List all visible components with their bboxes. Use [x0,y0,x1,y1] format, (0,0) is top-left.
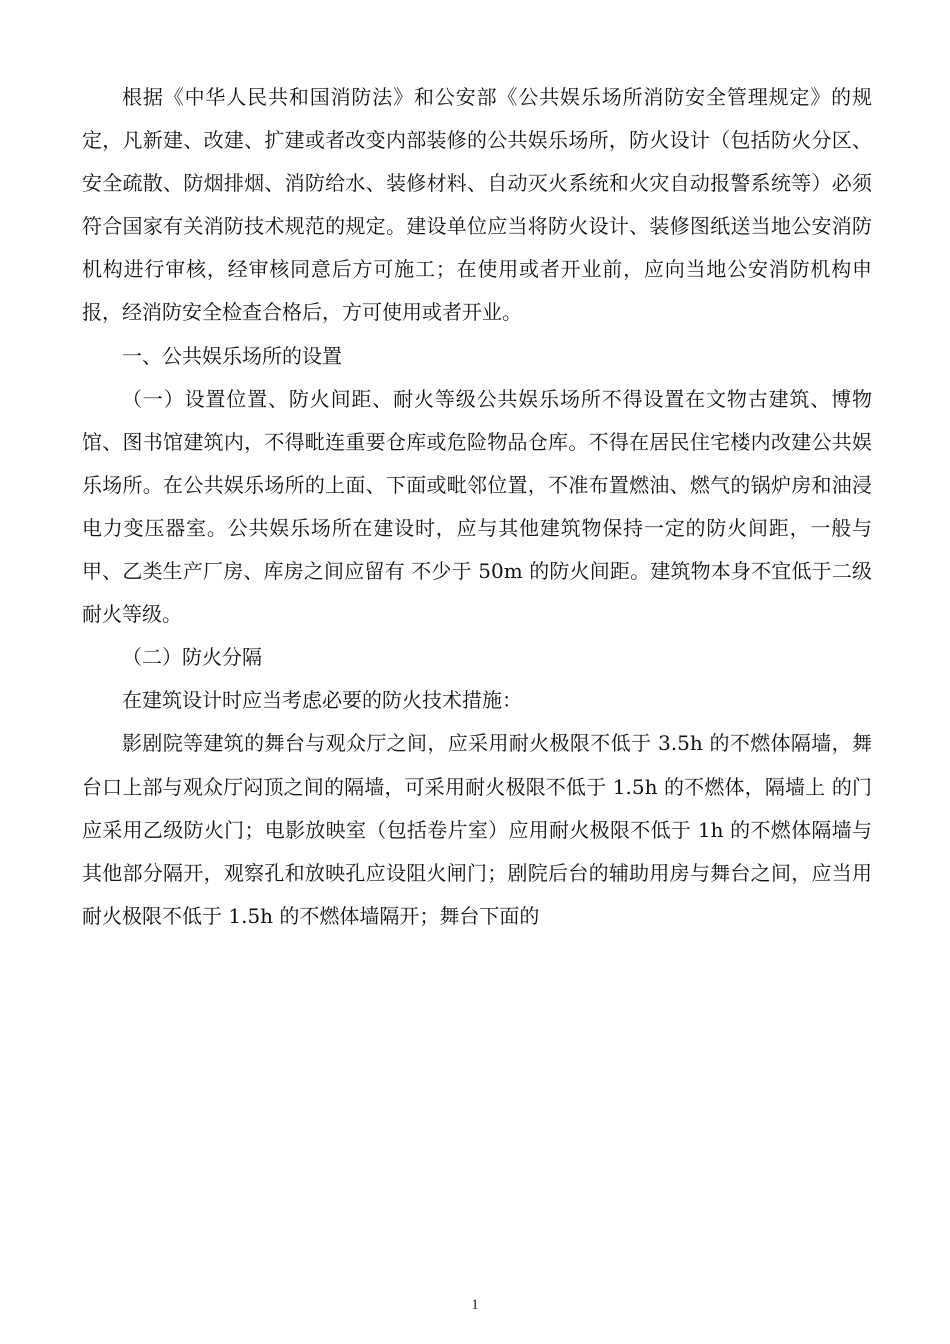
paragraph-design-measures: 在建筑设计时应当考虑必要的防火技术措施： [122,688,522,713]
section-heading-1: 一、公共娱乐场所的设置 [122,343,342,368]
paragraph-intro: 根据《中华人民共和国消防法》和公安部《公共娱乐场所消防安全管理规定》的规定，凡新建、改建、扩建或者改变内部装修的公共娱乐场所，防火设计（包括防火分区、安全疏散、防烟排烟、消防给水、装修材料、自动灭火系统和火灾自动报警系统等）必须符合国家有关消防技术规范的规定。建设单位应当将防火设计、装修图纸送当地公安消防机构进行审核，经审核同意后方可施工；在使用或者开业前，应向当地公安消防机构申报，经消防安全检查合格后，方可使用或者开业。 [82,85,872,325]
paragraph-separation: 影剧院等建筑的舞台与观众厅之间，应采用耐火极限不低于 3.5h 的不燃体隔墙，舞台口上部与观众厅闷顶之间的隔墙，可采用耐火极限不低于 1.5h 的不燃体，隔墙上 的门应采用乙级防火门；电影放映室（包括卷片室）应用耐火极限不低于 1h 的不燃体隔墙与其他部分隔开，观察孔和放映孔应设阻火闸门；剧院后台的辅助用房与舞台之间，应当用耐火极限不低于 1.5h 的不燃体墙隔开；舞台下面的 [82,731,872,928]
paragraph-location: （一）设置位置、防火间距、耐火等级公共娱乐场所不得设置在文物古建筑、博物馆、图书馆建筑内，不得毗连重要仓库或危险物品仓库。不得在居民住宅楼内改建公共娱乐场所。在公共娱乐场所的上面、下面或毗邻位置，不准布置燃油、燃气的锅炉房和油浸电力变压器室。公共娱乐场所在建设时，应与其他建筑物保持一定的防火间距，一般与甲、乙类生产厂房、库房之间应留有 不少于 50m 的防火间距。建筑物本身不宜低于二级耐火等级。 [82,386,872,627]
subsection-heading-2: （二）防火分隔 [122,645,262,670]
page-number: 1 [471,1297,479,1313]
document-body [82,76,872,938]
